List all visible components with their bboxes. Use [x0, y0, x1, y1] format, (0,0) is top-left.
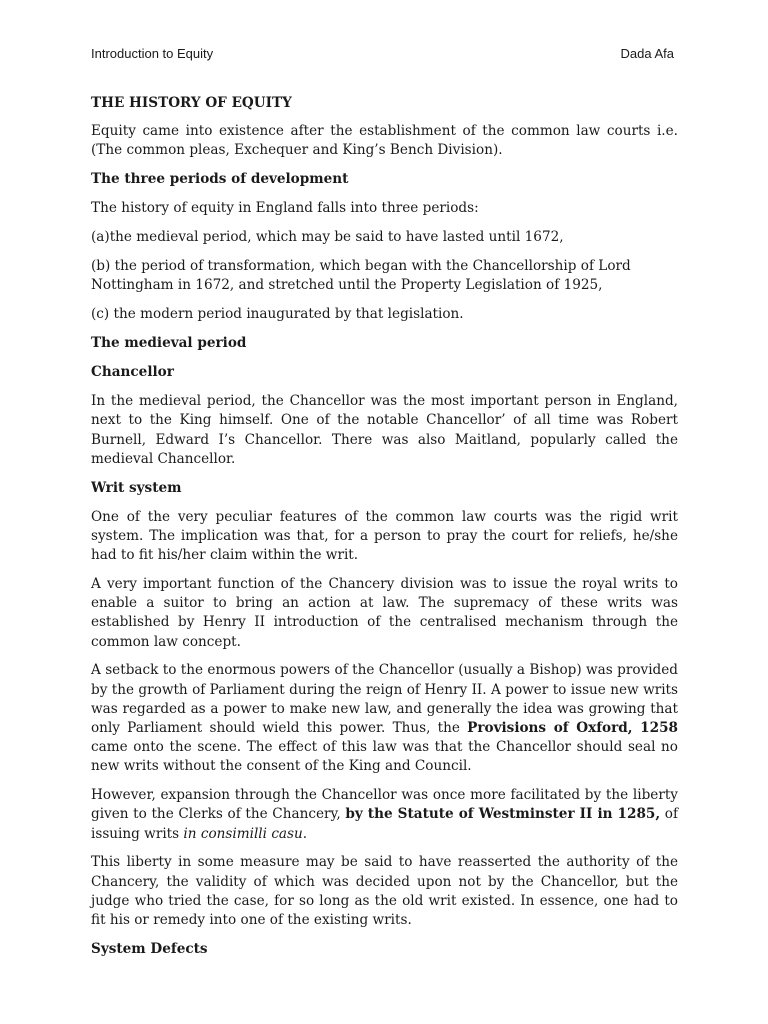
provisions-of-oxford: Provisions of Oxford, 1258: [467, 720, 678, 737]
period-a: (a)the medieval period, which may be said to have lasted until 1672,: [91, 229, 564, 246]
latin-phrase: in consimilli casu: [183, 825, 303, 842]
heading-writ-system: Writ system: [91, 479, 182, 496]
writ-paragraph-1: One of the very peculiar features of the common law courts was the rigid writ system. The implication was that, for a person to pray the court for reliefs, he/she had to fit his/her claim within the writ.: [91, 508, 678, 564]
periods-lead: The history of equity in England falls into three periods:: [91, 200, 479, 217]
writ-p4-text-a: However, expansion through the Chancellor was once more facilitated by the liberty given to the Clerks of the Chancery,: [91, 787, 678, 823]
writ-paragraph-3: [91, 661, 678, 776]
heading-chancellor: Chancellor: [91, 364, 174, 380]
period-b: (b) the period of transformation, which began with the Chancellorship of Lord Nottingham in 1672, and stretched until the Property Legislation of 1925,: [91, 258, 631, 294]
writ-paragraph-2: A very important function of the Chancery division was to issue the royal writs to enable a suitor to bring an action at law. The supremacy of these writs was established by Henry II introduction of the centralised mechanism through the common law concept.: [91, 576, 678, 650]
period-c: (c) the modern period inaugurated by that legislation.: [91, 306, 464, 322]
writ-paragraph-4: [91, 786, 678, 844]
document-body: [91, 94, 678, 969]
writ-p3-text-b: came onto the scene. The effect of this law was that the Chancellor should seal no new writs without the consent of the King and Council.: [91, 739, 678, 775]
writ-p3-text-a: A setback to the enormous powers of the Chancellor (usually a Bishop) was provided by the growth of Parliament during the reign of Henry II. A power to issue new writs was regarded as a power to make new law, and generally the idea was growing that only Parliament should wield this power. Thus, the: [91, 662, 678, 737]
header-course-title: Introduction to Equity: [91, 46, 214, 61]
document-title: THE HISTORY OF EQUITY: [91, 95, 292, 111]
writ-p4-text-b: of issuing writs: [91, 806, 678, 842]
statute-of-westminster: by the Statute of Westminster II in 1285,: [345, 806, 661, 823]
heading-medieval-period: The medieval period: [91, 334, 247, 351]
writ-paragraph-5: This liberty in some measure may be said to have reasserted the authority of the Chancery, the validity of which was decided upon not by the Chancellor, but the judge who tried the case, for so long as the old writ existed. In essence, one had to fit his or remedy into one of the existing writs.: [91, 854, 678, 929]
intro-paragraph: Equity came into existence after the establishment of the common law courts i.e. (The common pleas, Exchequer and King’s Bench Division).: [91, 123, 678, 159]
heading-three-periods: The three periods of development: [91, 171, 349, 188]
writ-p4-text-c: .: [302, 825, 308, 842]
header-author: Dada Afa: [620, 46, 674, 61]
chancellor-paragraph: In the medieval period, the Chancellor was the most important person in England, next to the King himself. One of the notable Chancellor’ of all time was Robert Burnell, Edward I’s Chancellor. There was also Maitland, popularly called the medieval Chancellor.: [91, 393, 678, 467]
heading-system-defects: System Defects: [91, 940, 208, 957]
